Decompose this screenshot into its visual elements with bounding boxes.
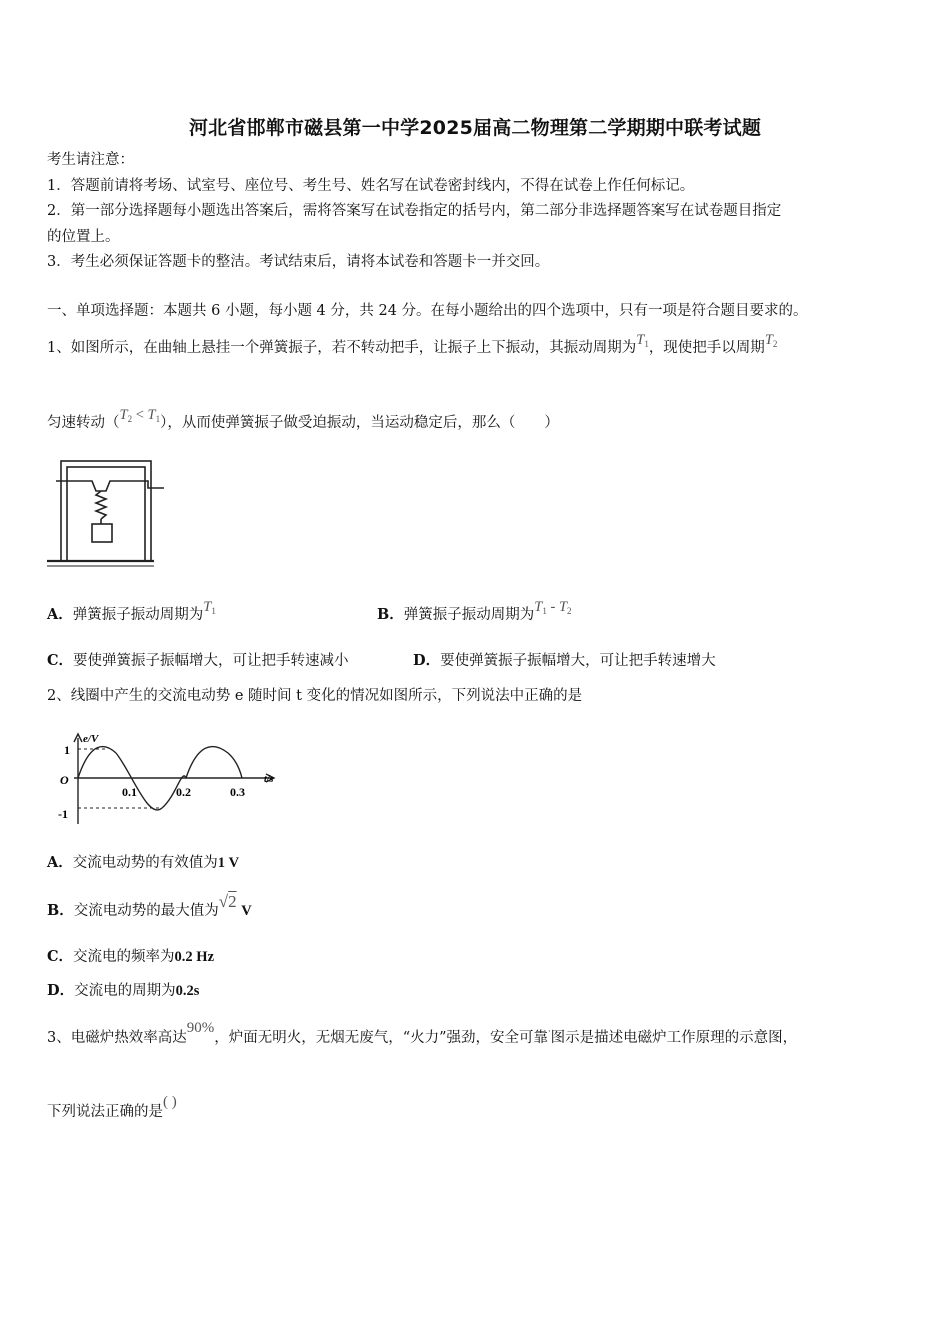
q1-option-A[interactable] (47, 599, 216, 629)
notice-item-2-cont: 的位置上。 (47, 229, 120, 245)
q3-text-b: ，炉面无明火，无烟无废气，“火力”强劲，安全可靠 (214, 1030, 549, 1046)
graph-y-bottom: -1 (58, 807, 68, 821)
q1-ineq-T2-sub: 2 (127, 414, 133, 424)
q3-stem-line2 (47, 1094, 177, 1122)
q2-B-label: B． (47, 902, 74, 919)
q1-ineq-T1-sub: 1 (155, 414, 161, 424)
q1-B-sub1: 1 (542, 606, 547, 616)
q1-option-D[interactable] (413, 651, 716, 671)
q1-text-d: ），从而使弹簧振子做受迫振动，当运动稳定后，那么（ ） (160, 415, 559, 431)
q1-text-b: ，现使把手以周期 (648, 340, 765, 356)
q1-B-minus: - (550, 599, 556, 615)
graph-x-tick-1: 0.1 (122, 785, 137, 799)
graph-x-tick-2: 0.2 (176, 785, 191, 799)
q1-ineq-T2: T (119, 407, 128, 423)
wave-seg-2 (116, 753, 162, 810)
q3-text-c: 图示是描述电磁炉工作原理的示意图， (550, 1030, 798, 1046)
q1-inequality (120, 407, 161, 423)
q3-percent: 90% (186, 1020, 215, 1036)
q2-B-sqrt: √2 (218, 892, 237, 911)
q2-A-label: A． (47, 854, 73, 871)
q1-B-symbol (534, 599, 571, 615)
q1-C-text: 要使弹簧振子振幅增大，可让把手转速减小 (73, 653, 349, 669)
q1-stem-line2 (47, 407, 559, 437)
q2-option-C[interactable] (47, 947, 214, 967)
q3-dot-mark: · (548, 1027, 551, 1036)
q2-D-label: D． (47, 982, 75, 999)
q1-stem-line1 (47, 332, 778, 362)
oscillator-mass (92, 524, 112, 542)
graph-x-label: t/s (264, 774, 274, 785)
q1-B-label: B． (377, 606, 404, 623)
q1-A-text: 弹簧振子振动周期为 (72, 607, 204, 623)
q1-C-label: C． (47, 652, 74, 669)
graph-y-label: e/V (83, 733, 99, 745)
q1-D-text: 要使弹簧振子振幅增大，可让把手转速增大 (440, 653, 716, 669)
q1-ineq-lt: < (135, 407, 144, 423)
notice-item-1: 1．答题前请将考场、试室号、座位号、考生号、姓名写在试卷密封线内，不得在试卷上作任何标记。 (47, 178, 695, 194)
q2-emf-graph (52, 728, 288, 828)
q3-text-a: 3、电磁炉热效率高达 (47, 1030, 187, 1046)
graph-origin: O (60, 773, 69, 787)
q2-stem: 2、线圈中产生的交流电动势 e 随时间 t 变化的情况如图所示，下列说法中正确的是 (47, 688, 583, 704)
section-heading: 一、单项选择题：本题共 6 小题，每小题 4 分，共 24 分。在每小题给出的四个选项中，只有一项是符合题目要求的。 (47, 303, 808, 319)
graph-x-tick-3: 0.3 (230, 785, 245, 799)
q1-spring-figure (44, 456, 170, 572)
q1-symbol-T1 (636, 332, 649, 348)
q2-B-unit: V (241, 903, 252, 919)
q1-ineq-T1: T (147, 407, 156, 423)
q2-C-text: 交流电的频率为 (73, 949, 175, 965)
q2-option-A[interactable] (47, 853, 239, 873)
q1-A-label: A． (47, 606, 73, 623)
q1-option-B[interactable] (377, 599, 572, 629)
q1-T2-sub: 2 (772, 339, 778, 349)
q3-answer-paren: ( ) (163, 1094, 177, 1110)
q2-D-text: 交流电的周期为 (74, 983, 176, 999)
spring (96, 491, 106, 519)
q1-A-symbol (203, 599, 216, 615)
q1-D-label: D． (413, 652, 441, 669)
q2-A-text: 交流电动势的有效值为 (72, 855, 218, 871)
q2-C-value: 0.2 Hz (174, 949, 215, 965)
wave-seg-1 (78, 747, 116, 778)
graph-y-top: 1 (64, 743, 70, 757)
notice-item-3: 3．考生必须保证答题卡的整洁。考试结束后，请将本试卷和答题卡一并交回。 (47, 254, 550, 270)
q2-option-B[interactable] (47, 892, 252, 921)
q3-stem-line1 (47, 1020, 798, 1050)
frame-outer (61, 461, 151, 561)
q2-D-value: 0.2s (175, 983, 200, 999)
q1-A-sub: 1 (211, 606, 216, 616)
q1-T1-letter: T (636, 332, 645, 348)
q1-B-sub2: 2 (567, 606, 572, 616)
notice-header: 考生请注意： (47, 152, 134, 168)
q1-option-C[interactable] (47, 651, 349, 671)
q1-B-text: 弹簧振子振动周期为 (403, 607, 535, 623)
q1-B-T2: T (558, 599, 568, 615)
notice-item-2: 2．第一部分选择题每小题选出答案后，需将答案写在试卷指定的括号内，第二部分非选择题答案写在试卷题目指定 (47, 203, 782, 219)
q2-B-text: 交流电动势的最大值为 (73, 903, 219, 919)
wave-seg-4 (186, 747, 242, 778)
q1-text-a: 1、如图所示，在曲轴上悬挂一个弹簧振子，若不转动把手，让振子上下振动，其振动周期为 (47, 340, 637, 356)
q2-B-sqrt-value: 2 (228, 892, 237, 911)
crank-shaft (56, 481, 164, 491)
page-title: 河北省邯郸市磁县第一中学2025届高二物理第二学期期中联考试题 (188, 117, 762, 139)
q1-T2-letter: T (764, 332, 773, 348)
q2-option-D[interactable] (47, 981, 199, 1001)
q1-T1-sub: 1 (644, 339, 649, 349)
q2-A-value: 1 V (217, 855, 240, 871)
q1-B-T1: T (534, 599, 543, 615)
q1-symbol-T2 (765, 332, 778, 348)
q2-C-label: C． (47, 948, 74, 965)
q1-A-T: T (203, 599, 212, 615)
q3-text-d: 下列说法正确的是 (47, 1104, 163, 1120)
q1-text-c: 匀速转动（ (47, 415, 120, 431)
